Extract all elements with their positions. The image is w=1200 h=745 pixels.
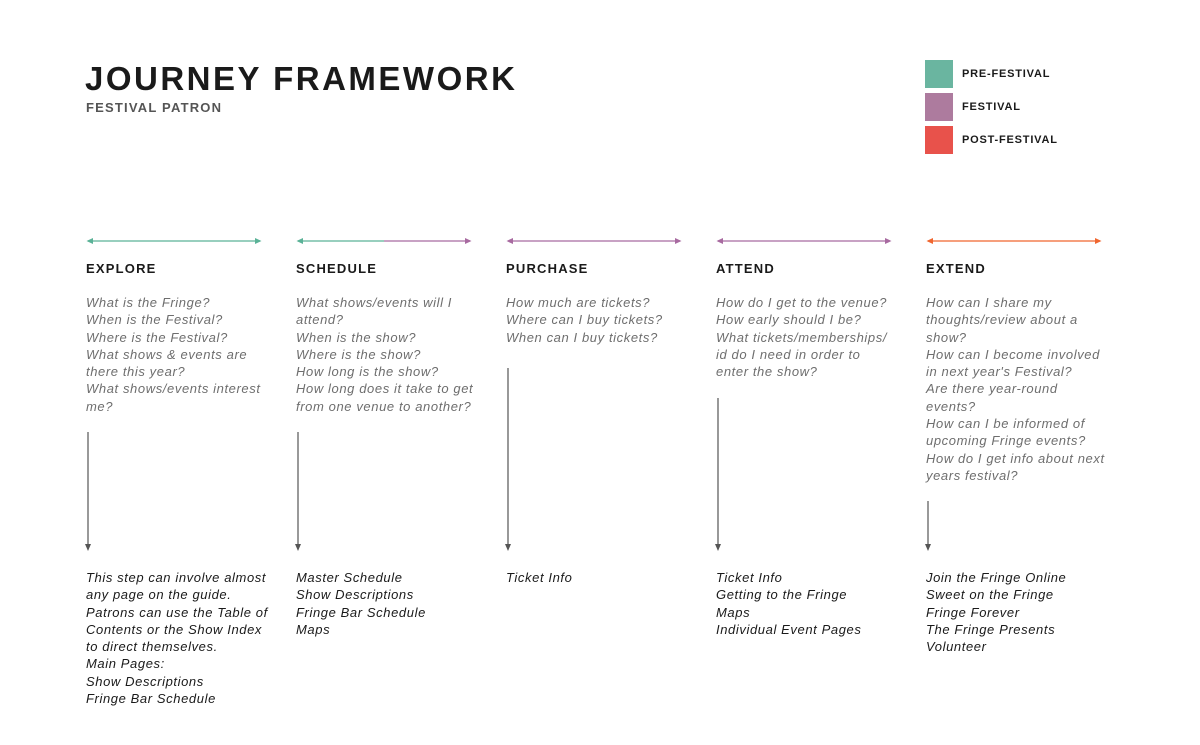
stage-resources [86, 569, 278, 707]
resource-line: This step can involve almost [86, 570, 267, 585]
resource-line: Getting to the Fringe [716, 587, 848, 603]
question-line: What shows/events interest [86, 381, 261, 397]
phase-range-arrow [506, 235, 682, 247]
stage-title: SCHEDULE [296, 261, 378, 276]
legend-item-pre-festival [925, 60, 1050, 88]
arrowhead-right [255, 238, 262, 244]
down-arrow [85, 432, 93, 551]
question-line: How do I get info about next [926, 450, 1105, 466]
arrowhead-left [927, 238, 934, 244]
question-line: attend? [296, 312, 344, 328]
arrowhead-right [1095, 238, 1102, 244]
arrowhead-right [885, 238, 892, 244]
question-line: show? [926, 329, 967, 345]
resource-line: Fringe Forever [926, 604, 1020, 620]
legend-label: PRE-FESTIVAL [962, 68, 1051, 80]
question-line: When is the Festival? [86, 312, 223, 328]
stage-questions [926, 294, 1118, 484]
stage-title: ATTEND [716, 261, 775, 276]
down-arrow [715, 398, 723, 551]
resource-line: Join the Fringe Online [926, 570, 1067, 585]
question-line: Where is the show? [296, 346, 421, 362]
question-line: in next year's Festival? [926, 364, 1073, 380]
question-line: How long does it take to get [296, 381, 474, 397]
question-line: What shows & events are [86, 346, 248, 362]
phase-range-arrow [716, 235, 892, 247]
resource-line: any page on the guide. [86, 587, 232, 603]
resource-line: Maps [716, 604, 751, 620]
question-line: events? [926, 398, 976, 414]
resource-line: Volunteer [926, 639, 987, 655]
arrowhead-left [297, 238, 304, 244]
resource-line: to direct themselves. [86, 639, 218, 655]
stage-questions [86, 294, 278, 415]
question-line: When can I buy tickets? [506, 329, 658, 345]
stage-title: EXTEND [926, 261, 986, 276]
resource-line: Patrons can use the Table of [86, 604, 268, 620]
legend-swatch-post-festival [925, 126, 953, 154]
stage-resources [716, 569, 908, 638]
question-line: When is the show? [296, 329, 417, 345]
legend-swatch-festival [925, 93, 953, 121]
resource-line: Fringe Bar Schedule [296, 604, 426, 620]
question-line: How do I get to the venue? [716, 295, 887, 310]
down-arrow [505, 368, 513, 551]
question-line: years festival? [926, 467, 1019, 483]
legend-label: FESTIVAL [962, 101, 1021, 113]
legend-item-festival [925, 93, 1021, 121]
question-line: How can I become involved [926, 346, 1100, 362]
question-line: me? [86, 398, 114, 414]
stage-questions [296, 294, 488, 415]
resource-line: Main Pages: [86, 656, 165, 672]
down-arrow [295, 432, 303, 551]
question-line: thoughts/review about a [926, 312, 1078, 328]
question-line: How much are tickets? [506, 295, 651, 310]
stage-questions [716, 294, 908, 380]
legend-swatch-pre-festival [925, 60, 953, 88]
resource-line: Sweet on the Fringe [926, 587, 1054, 603]
phase-range-arrow [296, 235, 472, 247]
question-line: id do I need in order to [716, 346, 861, 362]
resource-line: Ticket Info [506, 570, 573, 585]
question-line: there this year? [86, 364, 186, 380]
arrowhead-right [465, 238, 472, 244]
arrowhead-right [675, 238, 682, 244]
question-line: What tickets/memberships/ [716, 329, 888, 345]
question-line: Where can I buy tickets? [506, 312, 663, 328]
question-line: Are there year-round [926, 381, 1058, 397]
resource-line: Maps [296, 621, 331, 637]
question-line: How can I be informed of [926, 416, 1085, 432]
phase-range-arrow [926, 235, 1102, 247]
resource-line: The Fringe Presents [926, 621, 1056, 637]
resource-line: Show Descriptions [296, 587, 414, 603]
resource-line: Show Descriptions [86, 673, 204, 689]
down-arrow [925, 501, 933, 551]
stage-resources [296, 569, 488, 638]
page-subtitle: FESTIVAL PATRON [86, 100, 223, 115]
resource-line: Fringe Bar Schedule [86, 691, 216, 707]
question-line: What shows/events will I [296, 295, 453, 310]
question-line: enter the show? [716, 364, 818, 380]
stage-title: EXPLORE [86, 261, 157, 276]
arrowhead-left [87, 238, 94, 244]
question-line: How early should I be? [716, 312, 862, 328]
question-line: from one venue to another? [296, 398, 472, 414]
phase-range-arrow [86, 235, 262, 247]
page-title: JOURNEY FRAMEWORK [85, 60, 518, 97]
stage-resources [506, 569, 698, 586]
question-line: What is the Fringe? [86, 295, 211, 310]
stage-resources [926, 569, 1118, 655]
resource-line: Master Schedule [296, 570, 403, 585]
arrowhead-left [507, 238, 514, 244]
resource-line: Contents or the Show Index [86, 621, 263, 637]
resource-line: Ticket Info [716, 570, 783, 585]
question-line: How can I share my [926, 295, 1052, 310]
question-line: How long is the show? [296, 364, 439, 380]
stage-title: PURCHASE [506, 261, 589, 276]
legend-label: POST-FESTIVAL [962, 134, 1058, 146]
question-line: Where is the Festival? [86, 329, 228, 345]
question-line: upcoming Fringe events? [926, 433, 1086, 449]
resource-line: Individual Event Pages [716, 621, 862, 637]
arrowhead-left [717, 238, 724, 244]
stage-questions [506, 294, 698, 346]
legend-item-post-festival [925, 126, 1058, 154]
